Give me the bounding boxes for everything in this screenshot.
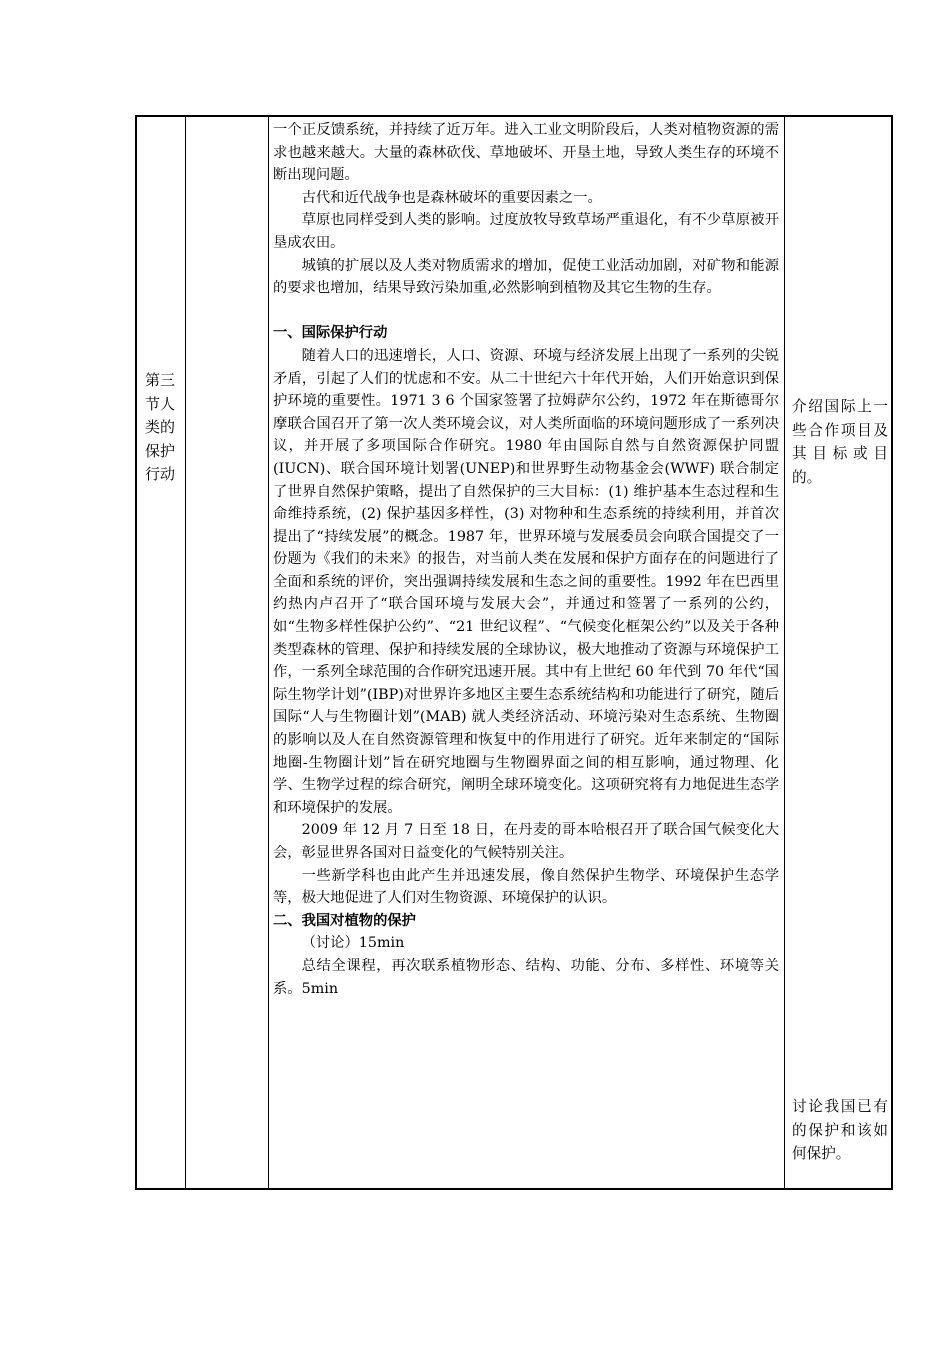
paragraph: 2009 年 12 月 7 日至 18 日，在丹麦的哥本哈根召开了联合国气候变化大会，彰显世界各国对日益变化的气候特别关注。	[273, 822, 779, 861]
column-divider	[784, 117, 785, 1188]
paragraph: 一些新学科也由此产生并迅速发展，像自然保护生物学、环境保护生态学等，极大地促进了人们对生物资源、环境保护的认识。	[273, 867, 779, 907]
paragraph: 一个正反馈系统，并持续了近万年。进入工业文明阶段后，人类对植物资源的需求也越来越大。大量的森林砍伐、草地破坏、开垦土地，导致人类生存的环境不断出现问题。	[273, 122, 779, 184]
column-divider	[185, 117, 186, 1188]
lesson-table	[135, 115, 893, 1190]
heading-china: 二、我国对植物的保护	[273, 912, 416, 929]
paragraph: 古代和近代战争也是森林破坏的重要因素之一。	[301, 189, 602, 206]
paragraph: （讨论）15min	[301, 935, 405, 952]
paragraph: 总结全课程，再次联系植物形态、结构、功能、分布、多样性、环境等关系。5min	[273, 957, 779, 997]
spacer	[273, 300, 779, 323]
paragraph: 随着人口的迅速增长，人口、资源、环境与经济发展上出现了一系列的尖锐矛盾，引起了人们的忧虑和不安。从二十世纪六十年代开始，人们开始意识到保护环境的重要性。1971 3 6 个国家签署了拉姆萨尔公约，1972 年在斯德哥尔摩联合国召开了第一次人类环境会议，对人类所面临的环境问题形成了一系列决议，并开展了多项国际合作研究。1980 年由国际自然与自然资源保护同盟(IUCN)、联合国环境计划署(UNEP)和世界野生动物基金会(WWF) 联合制定了世界自然保护策略，提出了自然保护的三大目标：(1) 维护基本生态过程和生命维持系统，(2) 保护基因多样性，(3) 对物种和生态系统的持续利用，并首次提出了“持续发展”的概念。1987 年，世界环境与发展委员会向联合国提交了一份题为《我们的未来》的报告，对当前人类在发展和保护方面存在的问题进行了全面和系统的评价，突出强调持续发展和生态之间的重要性。1992 年在巴西里约热内卢召开了“联合国环境与发展大会”，并通过和签署了一系列的公约，如“生物多样性保护公约”、“21 世纪议程”、“气候变化框架公约”以及关于各种类型森林的管理、保护和持续发展的全球协议，极大地推动了资源与环境保护工作，一系列全球范围的合作研究迅速开展。其中有上世纪 60 年代到 70 年代“国际生物学计划”(IBP)对世界许多地区主要生态系统结构和功能进行了研究，随后国际“人与生物圈计划”(MAB) 就人类经济活动、环境污染对生态系统、生物圈的影响以及人在自然资源管理和恢复中的作用进行了研究。近年来制定的“国际地圈-生物圈计划”旨在研究地圈与生物圈界面之间的相互影响，通过物理、化学、生物学过程的综合研究，阐明全球环境变化。这项研究将有力地促进生态学和环境保护的发展。	[273, 347, 779, 816]
lesson-content	[273, 119, 779, 1000]
teaching-note: 讨论我国已有的保护和该如何保护。	[792, 1098, 888, 1163]
paragraph: 城镇的扩展以及人类对物质需求的增加，促使工业活动加剧，对矿物和能源的要求也增加，结果导致污染加重,必然影响到植物及其它生物的生存。	[273, 257, 779, 297]
section-title: 第三节人类的保护行动	[145, 371, 176, 483]
teaching-note: 介绍国际上一些合作项目及其目标或目的。	[792, 398, 888, 486]
heading-international: 一、国际保护行动	[273, 325, 388, 342]
column-divider	[268, 117, 269, 1188]
paragraph: 草原也同样受到人类的影响。过度放牧导致草场严重退化，有不少草原被开垦成农田。	[273, 212, 779, 251]
